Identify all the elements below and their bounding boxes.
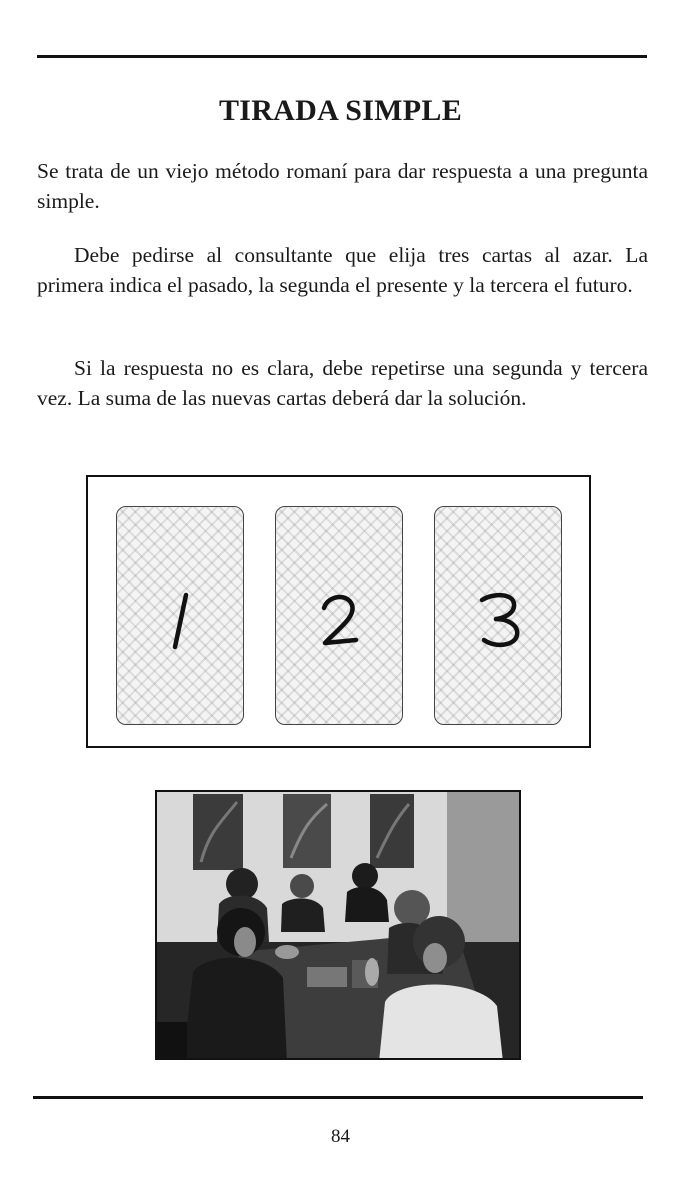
card-2-numeral — [276, 507, 404, 726]
paragraph-instructions: Debe pedirse al consultante que elija tres cartas al azar. La primera indica el pasado, la segunda el presente y la tercera el futuro. — [37, 243, 648, 297]
page-number: 84 — [331, 1126, 350, 1147]
top-rule — [37, 55, 647, 58]
paragraph-repeat: Si la respuesta no es clara, debe repetirse una segunda y tercera vez. La suma de las nuevas cartas deberá dar la solución. — [37, 356, 648, 410]
card-1 — [116, 506, 244, 725]
paragraph-intro: Se trata de un viejo método romaní para dar respuesta a una pregunta simple. — [37, 159, 648, 213]
card-3 — [434, 506, 562, 725]
card-1-numeral — [117, 507, 245, 726]
page-title: TIRADA SIMPLE — [218, 94, 463, 127]
consultation-photo — [155, 790, 521, 1060]
card-spread-diagram — [86, 475, 591, 748]
card-2 — [275, 506, 403, 725]
card-3-numeral — [435, 507, 563, 726]
bottom-rule — [33, 1096, 643, 1099]
